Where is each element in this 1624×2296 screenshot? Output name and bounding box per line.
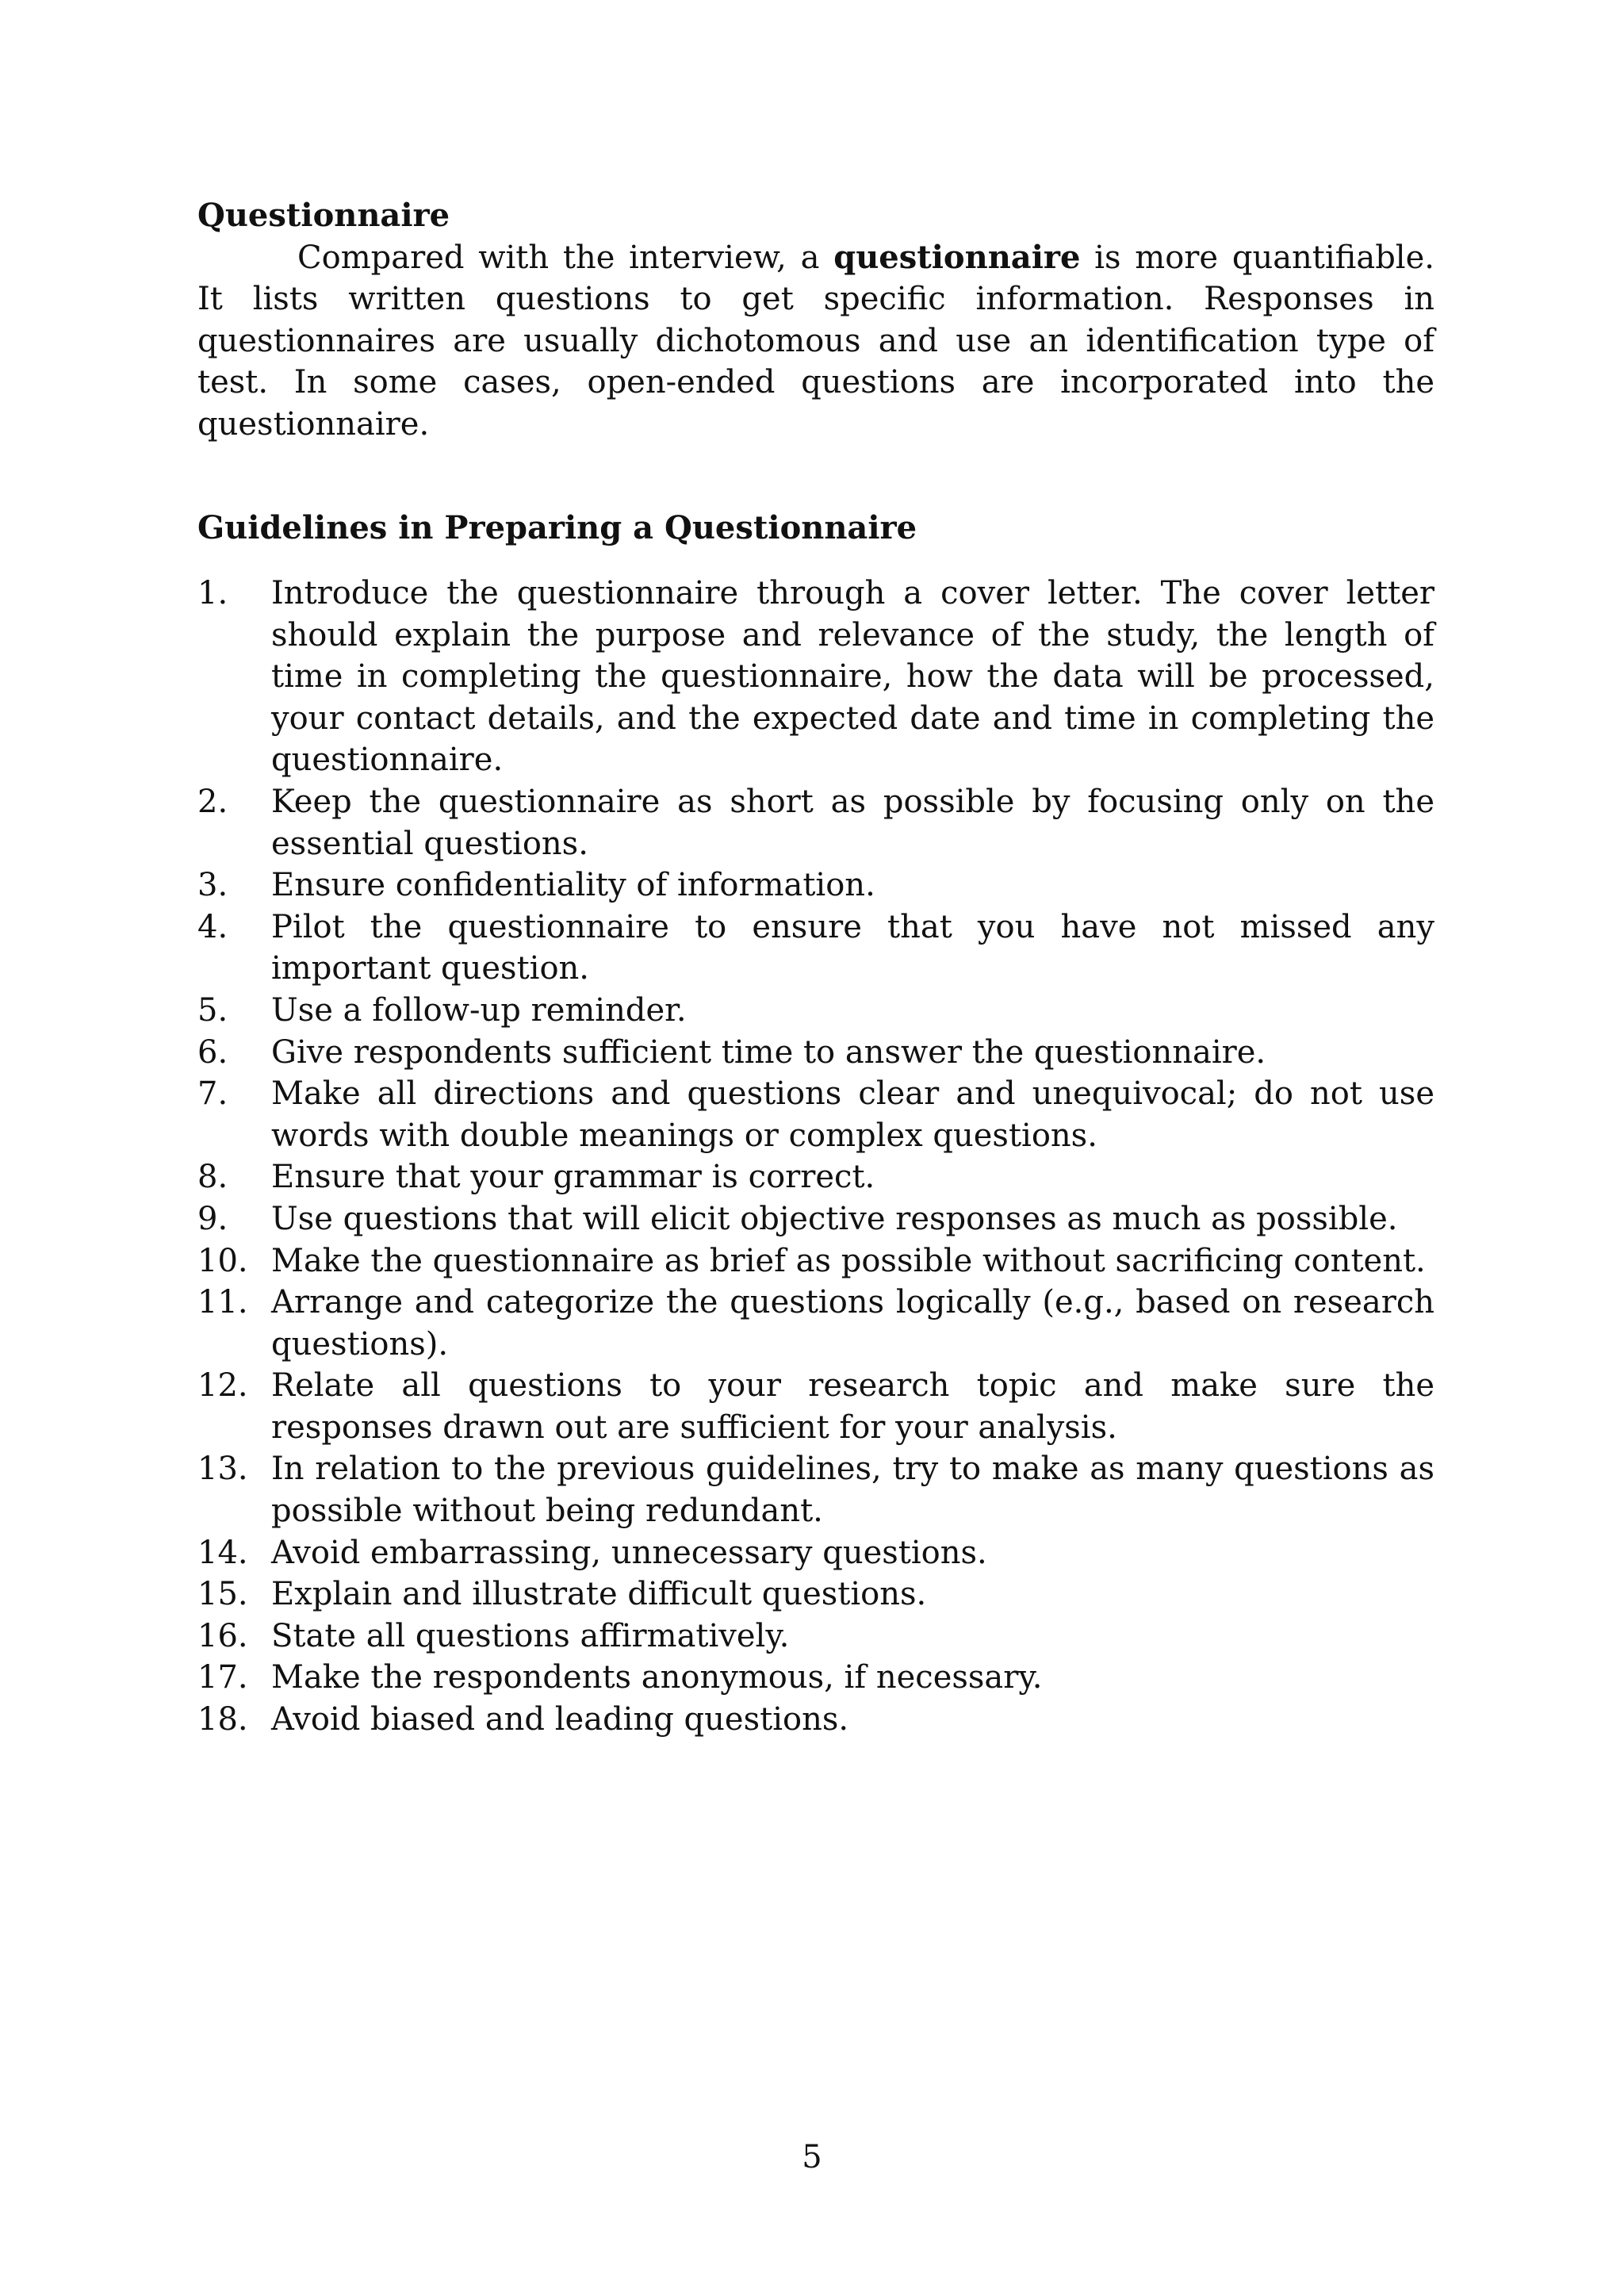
list-item-text: Explain and illustrate difficult questions. bbox=[271, 1576, 927, 1613]
list-item bbox=[197, 1532, 1434, 1574]
intro-paragraph bbox=[197, 237, 1434, 446]
list-item-text: Avoid embarrassing, unnecessary questions. bbox=[271, 1534, 987, 1571]
list-item-text: Introduce the questionnaire through a cover letter. The cover letter should explain the purpose and relevance of the study, the length of time in completing the questionnaire, how the data will be processed, your contact details, and the expected date and time in completing the questionnaire. bbox=[271, 575, 1434, 779]
list-item-text: Make the questionnaire as brief as possible without sacrificing content. bbox=[271, 1242, 1426, 1279]
list-item-number: 2. bbox=[197, 783, 228, 820]
list-item bbox=[197, 1032, 1434, 1074]
list-item-number: 14. bbox=[197, 1534, 248, 1571]
list-item-text: Give respondents sufficient time to answer the questionnaire. bbox=[271, 1033, 1266, 1071]
list-item bbox=[197, 1282, 1434, 1365]
list-item-text: State all questions affirmatively. bbox=[271, 1617, 790, 1654]
list-item-number: 10. bbox=[197, 1242, 248, 1279]
list-item bbox=[197, 1657, 1434, 1699]
list-item-number: 6. bbox=[197, 1033, 228, 1071]
list-item-text: Use a follow-up reminder. bbox=[271, 991, 687, 1029]
list-item-number: 17. bbox=[197, 1659, 248, 1696]
list-item bbox=[197, 1616, 1434, 1658]
intro-text-start: Compared with the interview, a bbox=[297, 239, 834, 276]
list-item bbox=[197, 907, 1434, 990]
intro-text-end: is more quantifiable. It lists written questions to get specific information. Responses in questionnaires are usually dichotomous and use an identification type of test. In some cases, open-ended questions are incorporated into the questionnaire. bbox=[197, 239, 1434, 443]
list-item-text: Keep the questionnaire as short as possible by focusing only on the essential questions. bbox=[271, 783, 1434, 862]
list-item-number: 18. bbox=[197, 1701, 248, 1738]
section-title: Questionnaire bbox=[197, 197, 450, 234]
list-item-text: Ensure that your grammar is correct. bbox=[271, 1159, 875, 1196]
list-item bbox=[197, 1448, 1434, 1531]
list-item-text: Make the respondents anonymous, if necessary. bbox=[271, 1659, 1043, 1696]
list-item-text: Pilot the questionnaire to ensure that you have not missed any important question. bbox=[271, 908, 1434, 987]
page-number: 5 bbox=[802, 2139, 822, 2175]
list-item bbox=[197, 1073, 1434, 1156]
list-item-number: 1. bbox=[197, 575, 228, 611]
list-item-text: Relate all questions to your research topic and make sure the responses drawn out are sufficient for your analysis. bbox=[271, 1367, 1434, 1446]
list-item bbox=[197, 1240, 1434, 1282]
intro-bold-term: questionnaire bbox=[833, 238, 1081, 276]
list-item-number: 13. bbox=[197, 1451, 248, 1488]
list-item-text: Use questions that will elicit objective responses as much as possible. bbox=[271, 1200, 1398, 1237]
list-item-number: 8. bbox=[197, 1159, 228, 1196]
list-item-number: 3. bbox=[197, 867, 228, 904]
guidelines-heading: Guidelines in Preparing a Questionnaire bbox=[197, 509, 917, 546]
list-item-number: 5. bbox=[197, 991, 228, 1029]
list-item-text: Avoid biased and leading questions. bbox=[271, 1701, 849, 1738]
list-item-number: 4. bbox=[197, 908, 228, 945]
list-item bbox=[197, 1365, 1434, 1448]
list-item-number: 7. bbox=[197, 1075, 228, 1113]
list-item bbox=[197, 1156, 1434, 1198]
list-item bbox=[197, 990, 1434, 1032]
list-item bbox=[197, 781, 1434, 864]
document-page bbox=[197, 195, 1434, 1738]
list-item bbox=[197, 1573, 1434, 1616]
list-item bbox=[197, 1198, 1434, 1240]
list-item-text: Arrange and categorize the questions logically (e.g., based on research questions). bbox=[271, 1284, 1434, 1363]
guidelines-list bbox=[197, 573, 1434, 1741]
list-item-text: Make all directions and questions clear and unequivocal; do not use words with double meanings or complex questions. bbox=[271, 1075, 1434, 1154]
list-item-text: In relation to the previous guidelines, try to make as many questions as possible without being redundant. bbox=[271, 1451, 1434, 1530]
list-item-number: 16. bbox=[197, 1617, 248, 1654]
list-item bbox=[197, 864, 1434, 907]
list-item bbox=[197, 573, 1434, 781]
list-item-text: Ensure confidentiality of information. bbox=[271, 867, 875, 904]
list-item-number: 12. bbox=[197, 1367, 248, 1405]
list-item-number: 9. bbox=[197, 1200, 228, 1237]
list-item bbox=[197, 1699, 1434, 1741]
list-item-number: 15. bbox=[197, 1576, 248, 1613]
list-item-number: 11. bbox=[197, 1284, 248, 1321]
